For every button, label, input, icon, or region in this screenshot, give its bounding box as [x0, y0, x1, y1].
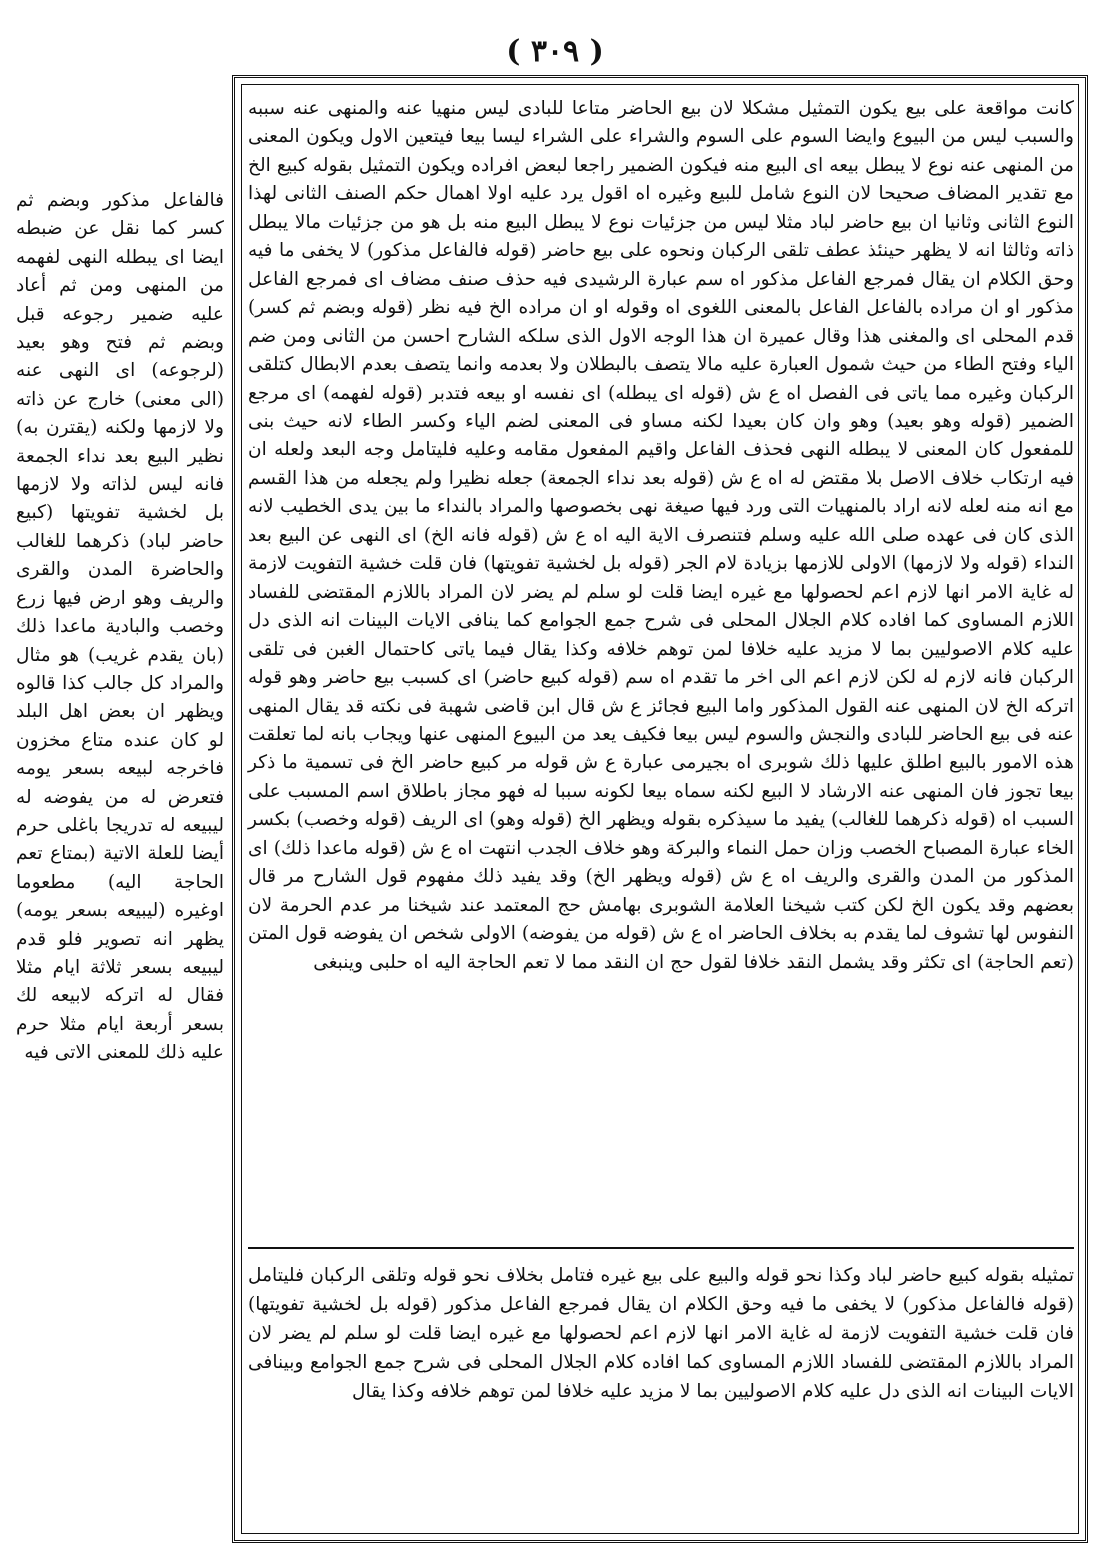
- main-commentary-paragraph: كانت مواقعة على بيع يكون التمثيل مشكلا لان بيع الحاضر متاعا للبادى ليس منهيا عنه والمنهى عنه سببه والسبب ليس من البيوع وايضا السوم على السوم والشراء على الشراء ليسا بيعا فيتعين الاول ويكون المعنى من المنهى عنه نوع لا يبطل بيعه اى البيع منه فيكون الضمير راجعا لبعض افراده ويكون التمثيل بقوله كبيع الخ مع تقدير المضاف صحيحا لان النوع شامل للبيع وغيره اه اقول يرد عليه اولا اهمال حكم الصنف الثانى لهذا النوع الثانى وثانيا ان بيع حاضر لباد مثلا ليس من جزئيات نوع لا يبطل البيع منه بل هو من جزئيات مالا يبطل ذاته وثالثا انه لا يظهر حينئذ عطف تلقى الركبان ونحوه على بيع حاضر (قوله فالفاعل مذكور) لا يخفى ما فيه وحق الكلام ان يقال فمرجع الفاعل مذكور اه سم عبارة الرشيدى فيه حذف صنف مضاف اى فمرجع الفاعل مذكور او ان مراده بالفاعل الفاعل بالمعنى اللغوى اه وقوله او ان مراده الخ فيه نظر (قوله وبضم ثم كسر) قدم المحلى اى والمغنى هذا وقال عميرة ان هذا الوجه الاول الذى سلكه الشارح احسن من الثانى ومن ضم الياء وفتح الطاء من حيث شمول العبارة عليه مالا يتصف بالبطلان ولا بعدمه وانما يتصف بعدم الابطال كتلقى الركبان وغيره مما ياتى فى الفصل اه ع ش (قوله اى يبطله) اى نفسه او بيعه فتدبر (قوله لفهمه) اى مرجع الضمير (قوله وهو بعيد) وهو وان كان بعيدا لكنه مساو فى المعنى لضم الياء وكسر الطاء لانه حيث بنى للمفعول كان المعنى لا يبطله النهى فحذف الفاعل واقيم المفعول مقامه وعليه فليتامل وجه البعد ولعله ان فيه ارتكاب خلاف الاصل بلا مقتض له اه ع ش (قوله بعد نداء الجمعة) جعله نظيرا ولم يجعله من هذا القسم مع انه منه لعله لانه اراد بالمنهيات التى ورد فيها صيغة نهى بخصوصها والمراد بالنداء ما بين يدى الخطيب لانه الذى كان فى عهده صلى الله عليه وسلم فتنصرف الاية اليه اه ع ش (قوله فانه الخ) اى النهى عن البيع بعد النداء (قوله ولا لازمها) الاولى للازمها بزيادة لام الجر (قوله بل لخشية تفويتها) فان قلت خشية التفويت لازمة له غاية الامر انها لازم اعم لحصولها مع غيره ايضا قلت لو سلم لم يضر لان المراد باللازم المقتضى للفساد اللازم المساوى كما افاده كلام الجلال المحلى فى شرح جمع الجوامع كما ينافى الايات البينات انه الذى دل عليه كلام الاصوليين بما لا مزيد عليه خلافا لمن توهم خلافه وكذا يقال فيما ياتى كاحتمال الغبن فى تلقى الركبان فانه لازم له لكن لازم اعم الى اخر ما تقدم اه سم (قوله كبيع حاضر) اى كسبب بيع حاضر وهو قوله اتركه الخ لان المنهى عنه القول المذكور واما البيع فجائز ع ش قال ابن قاضى شهبة فى نكته قد يقال المنهى عنه فى بيع الحاضر للبادى والنجش والسوم ليس بيعا فكيف يعد من البيوع المنهى عنها ويجاب بانه لما تعلقت هذه الامور بالبيع اطلق عليها ذلك شوبرى اه بجيرمى عبارة ع ش قوله مر كبيع حاضر الخ فى تسمية ما ذكر بيعا تجوز فان المنهى عنه الارشاد لا البيع لكنه سماه بيعا لكونه سببا له فهو مجاز باطلاق اسم المسبب على السبب اه (قوله ذكرهما للغالب) يفيد ما سيذكره بقوله ويظهر الخ (قوله وهو) اى الريف (قوله وخصب) بكسر الخاء عبارة المصباح الخصب وزان حمل النماء والبركة وهو خلاف الجدب انتهت اه ع ش (قوله ماعدا ذلك) اى المذكور من المدن والقرى والريف اه ع ش (قوله ويظهر الخ) وقد يفيد ذلك مفهوم قول الشارح مر قال بعضهم وقد يكون الخ لكن كتب شيخنا العلامة الشوبرى بهامش حج المعتمد عند شيخنا مر عدم الحرمة لان النفوس لها تشوف لما يقدم به بخلاف الحاضر اه ع ش (قوله من يفوضه) الاولى شخص ان يفوضه قول المتن (تعم الحاجة) اى تكثر وقد يشمل النقد خلافا لقول حج ان النقد مما لا تعم الحاجة اليه اه حلبى وينبغى: [248, 98, 1074, 973]
- page-number: ( ٣٠٩ ): [506, 34, 604, 69]
- lower-commentary-paragraph: تمثيله بقوله كبيع حاضر لباد وكذا نحو قوله والبيع على بيع غيره فتامل بخلاف نحو قوله وتلقى الركبان فليتامل (قوله فالفاعل مذكور) لا يخفى ما فيه وحق الكلام ان يقال فمرجع الفاعل مذكور (قوله بل لخشية تفويتها) فان قلت خشية التفويت لازمة له غاية الامر انها لازم اعم لحصولها مع غيره ايضا قلت لو سلم لم يضر لان المراد باللازم المقتضى للفساد اللازم المساوى كما افاده كلام الجلال المحلى فى شرح جمع الجوامع وبينافى الايات البينات انه الذى دل عليه كلام الاصوليين بما لا مزيد عليه خلافا لمن توهم خلافه وكذا يقال: [248, 1265, 1074, 1402]
- section-divider: [248, 1247, 1074, 1249]
- main-commentary-text: [248, 95, 1074, 977]
- margin-matn-paragraph: فالفاعل مذكور وبضم ثم كسر كما نقل عن ضبطه ايضا اى يبطله النهى لفهمه من المنهى ومن ثم أعاد عليه ضمير رجوعه قبل وبضم ثم فتح وهو بعيد (لرجوعه) اى النهى عنه (الى معنى) خارج عن ذاته ولا لازمها ولكنه (يقترن به) نظير البيع بعد نداء الجمعة فانه ليس لذاته ولا لازمها بل لخشية تفويتها (كبيع حاضر لباد) ذكرهما للغالب والحاضرة المدن والقرى والريف وهو ارض فيها زرع وخصب والبادية ماعدا ذلك (بان يقدم غريب) هو مثال والمراد كل جالب كذا قالوه ويظهر ان بعض اهل البلد لو كان عنده متاع مخزون فاخرجه لبيعه بسعر يومه فتعرض له من يفوضه له ليبيعه له تدريجا باغلى حرم أيضا للعلة الاتية (بمتاع تعم الحاجة اليه) مطعوما اوغيره (ليبيعه بسعر يومه) يظهر انه تصوير فلو قدم ليبيعه بسعر ثلاثة ايام مثلا فقال له اتركه لابيعه لك بسعر أربعة ايام مثلا حرم عليه ذلك للمعنى الاتى فيه: [16, 190, 224, 1064]
- lower-commentary-text: [248, 1262, 1074, 1407]
- margin-matn-text: [16, 187, 224, 1068]
